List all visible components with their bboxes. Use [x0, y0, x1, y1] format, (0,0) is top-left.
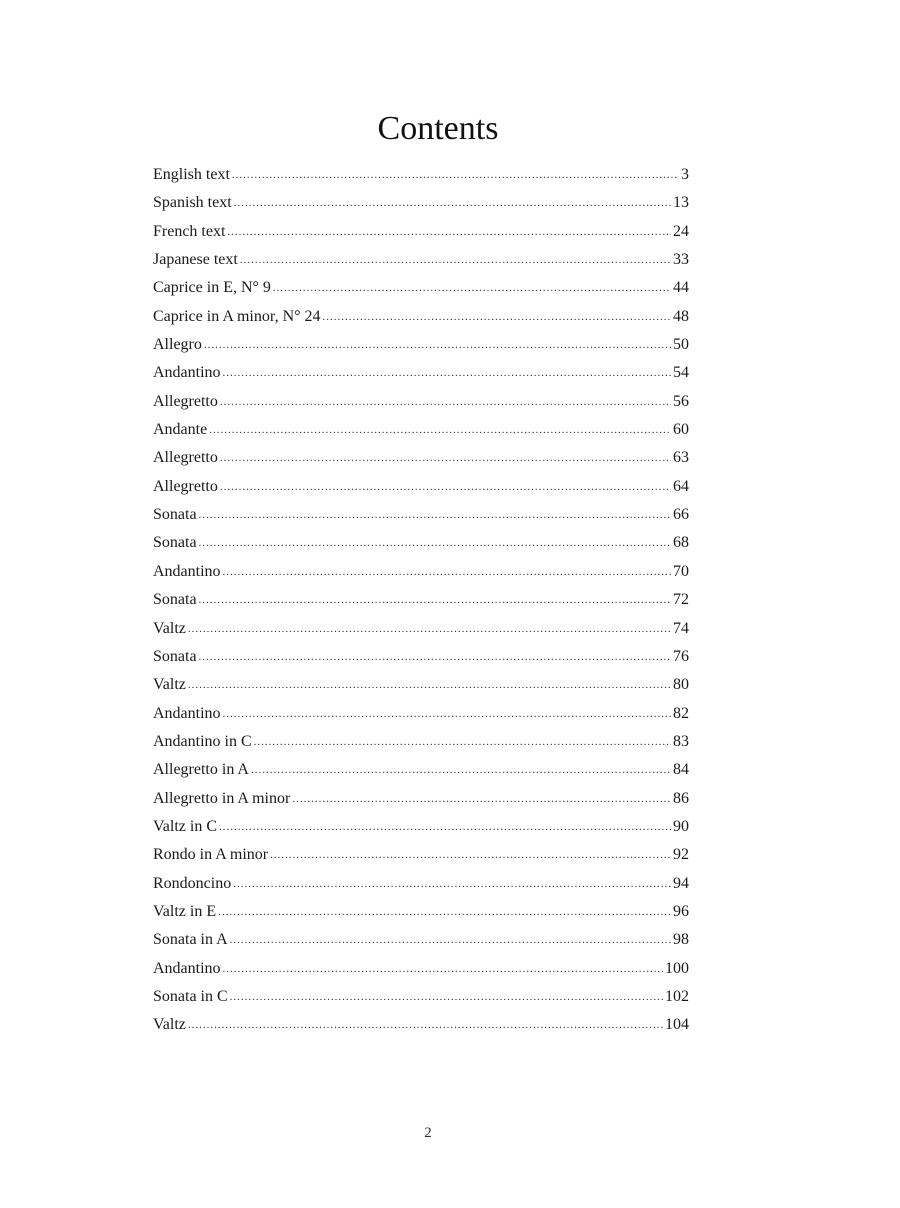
toc-entry-title: Japanese text	[153, 251, 238, 269]
toc-entry-title: Andantino in C	[153, 732, 252, 750]
toc-entry	[153, 671, 689, 699]
toc-entry	[153, 359, 689, 387]
toc-entry-page: 72	[673, 591, 689, 609]
toc-entry-title: Valtz	[153, 1016, 186, 1034]
dot-leader	[223, 558, 671, 586]
toc-entry	[153, 926, 689, 954]
toc-entry-page: 102	[665, 987, 689, 1005]
toc-entry-title: Sonata in A	[153, 931, 228, 949]
toc-entry	[153, 870, 689, 898]
toc-entry-title: Valtz	[153, 619, 186, 637]
toc-entry-page: 64	[673, 477, 689, 495]
toc-entry-title: Caprice in E, N° 9	[153, 279, 271, 297]
toc-entry	[153, 983, 689, 1011]
toc-entry-title: Andantino	[153, 364, 221, 382]
toc-entry-title: Allegretto	[153, 477, 218, 495]
toc-entry-page: 63	[673, 449, 689, 467]
toc-entry-page: 48	[673, 307, 689, 325]
toc-entry-title: Andantino	[153, 704, 221, 722]
toc-entry	[153, 841, 689, 869]
toc-entry-title: French text	[153, 222, 226, 240]
dot-leader	[232, 161, 679, 189]
toc-entry	[153, 700, 689, 728]
toc-entry-page: 80	[673, 676, 689, 694]
toc-entry	[153, 898, 689, 926]
dot-leader	[233, 870, 671, 898]
toc-entry-title: Allegretto in A minor	[153, 789, 291, 807]
toc-entry-page: 24	[673, 222, 689, 240]
table-of-contents	[153, 161, 689, 1040]
toc-entry-page: 82	[673, 704, 689, 722]
toc-entry	[153, 246, 689, 274]
toc-entry	[153, 529, 689, 557]
dot-leader	[273, 274, 671, 302]
toc-entry-title: Sonata	[153, 534, 197, 552]
toc-entry	[153, 161, 689, 189]
dot-leader	[188, 1011, 663, 1039]
toc-entry-title: Spanish text	[153, 194, 232, 212]
toc-entry-page: 50	[673, 336, 689, 354]
dot-leader	[254, 728, 671, 756]
toc-entry-page: 94	[673, 874, 689, 892]
toc-entry	[153, 728, 689, 756]
toc-entry-page: 100	[665, 959, 689, 977]
toc-entry-page: 68	[673, 534, 689, 552]
toc-entry	[153, 444, 689, 472]
toc-entry	[153, 615, 689, 643]
toc-entry-title: Rondoncino	[153, 874, 232, 892]
dot-leader	[323, 303, 671, 331]
toc-entry-page: 76	[673, 647, 689, 665]
toc-entry-page: 92	[673, 846, 689, 864]
dot-leader	[199, 501, 671, 529]
toc-entry-page: 83	[673, 732, 689, 750]
toc-entry-page: 56	[673, 392, 689, 410]
dot-leader	[199, 643, 671, 671]
toc-entry	[153, 586, 689, 614]
toc-entry-title: Sonata in C	[153, 987, 228, 1005]
toc-entry-page: 96	[673, 902, 689, 920]
toc-entry	[153, 756, 689, 784]
toc-entry-title: Allegro	[153, 336, 202, 354]
toc-entry-page: 44	[673, 279, 689, 297]
toc-entry	[153, 416, 689, 444]
toc-entry-title: Rondo in A minor	[153, 846, 269, 864]
dot-leader	[220, 444, 671, 472]
page-number: 2	[424, 1125, 432, 1141]
toc-entry	[153, 955, 689, 983]
toc-entry-page: 74	[673, 619, 689, 637]
dot-leader	[199, 586, 671, 614]
toc-entry	[153, 501, 689, 529]
toc-entry-page: 70	[673, 562, 689, 580]
toc-entry	[153, 331, 689, 359]
toc-entry	[153, 785, 689, 813]
toc-entry-title: Allegretto	[153, 392, 218, 410]
dot-leader	[188, 671, 671, 699]
dot-leader	[199, 529, 671, 557]
toc-entry-title: Andantino	[153, 562, 221, 580]
toc-entry-title: English text	[153, 166, 230, 183]
toc-entry-title: Valtz in C	[153, 817, 217, 835]
dot-leader	[230, 926, 671, 954]
toc-entry-title: Sonata	[153, 591, 197, 609]
toc-entry-page: 54	[673, 364, 689, 382]
toc-entry-page: 13	[673, 194, 689, 212]
toc-entry-title: Allegretto in A	[153, 761, 249, 779]
toc-entry-title: Andantino	[153, 959, 221, 977]
dot-leader	[227, 218, 671, 246]
toc-entry	[153, 189, 689, 217]
toc-entry	[153, 303, 689, 331]
toc-entry	[153, 473, 689, 501]
toc-entry-page: 33	[673, 251, 689, 269]
toc-entry-page: 84	[673, 761, 689, 779]
toc-entry-title: Valtz in E	[153, 902, 217, 920]
toc-entry-page: 66	[673, 506, 689, 524]
dot-leader	[218, 898, 671, 926]
toc-entry-title: Sonata	[153, 647, 197, 665]
dot-leader	[270, 841, 671, 869]
dot-leader	[223, 359, 671, 387]
toc-entry	[153, 388, 689, 416]
dot-leader	[230, 983, 663, 1011]
toc-entry	[153, 558, 689, 586]
toc-entry-page: 104	[665, 1016, 689, 1034]
toc-entry-title: Andante	[153, 421, 208, 439]
dot-leader	[240, 246, 671, 274]
dot-leader	[223, 955, 663, 983]
toc-entry-page: 90	[673, 817, 689, 835]
toc-entry-title: Sonata	[153, 506, 197, 524]
toc-entry-page: 86	[673, 789, 689, 807]
dot-leader	[234, 189, 671, 217]
toc-entry	[153, 813, 689, 841]
toc-entry-page: 3	[681, 166, 689, 183]
dot-leader	[188, 615, 671, 643]
dot-leader	[204, 331, 671, 359]
toc-entry-title: Caprice in A minor, N° 24	[153, 307, 321, 325]
toc-entry-title: Allegretto	[153, 449, 218, 467]
toc-entry-page: 98	[673, 931, 689, 949]
page-title: Contents	[377, 109, 499, 147]
toc-entry-title: Valtz	[153, 676, 186, 694]
dot-leader	[292, 785, 671, 813]
dot-leader	[251, 756, 671, 784]
dot-leader	[209, 416, 671, 444]
dot-leader	[219, 813, 671, 841]
toc-entry-page: 60	[673, 421, 689, 439]
toc-entry	[153, 274, 689, 302]
toc-entry	[153, 643, 689, 671]
dot-leader	[220, 388, 671, 416]
dot-leader	[220, 473, 671, 501]
dot-leader	[223, 700, 671, 728]
toc-entry	[153, 218, 689, 246]
toc-entry	[153, 1011, 689, 1039]
